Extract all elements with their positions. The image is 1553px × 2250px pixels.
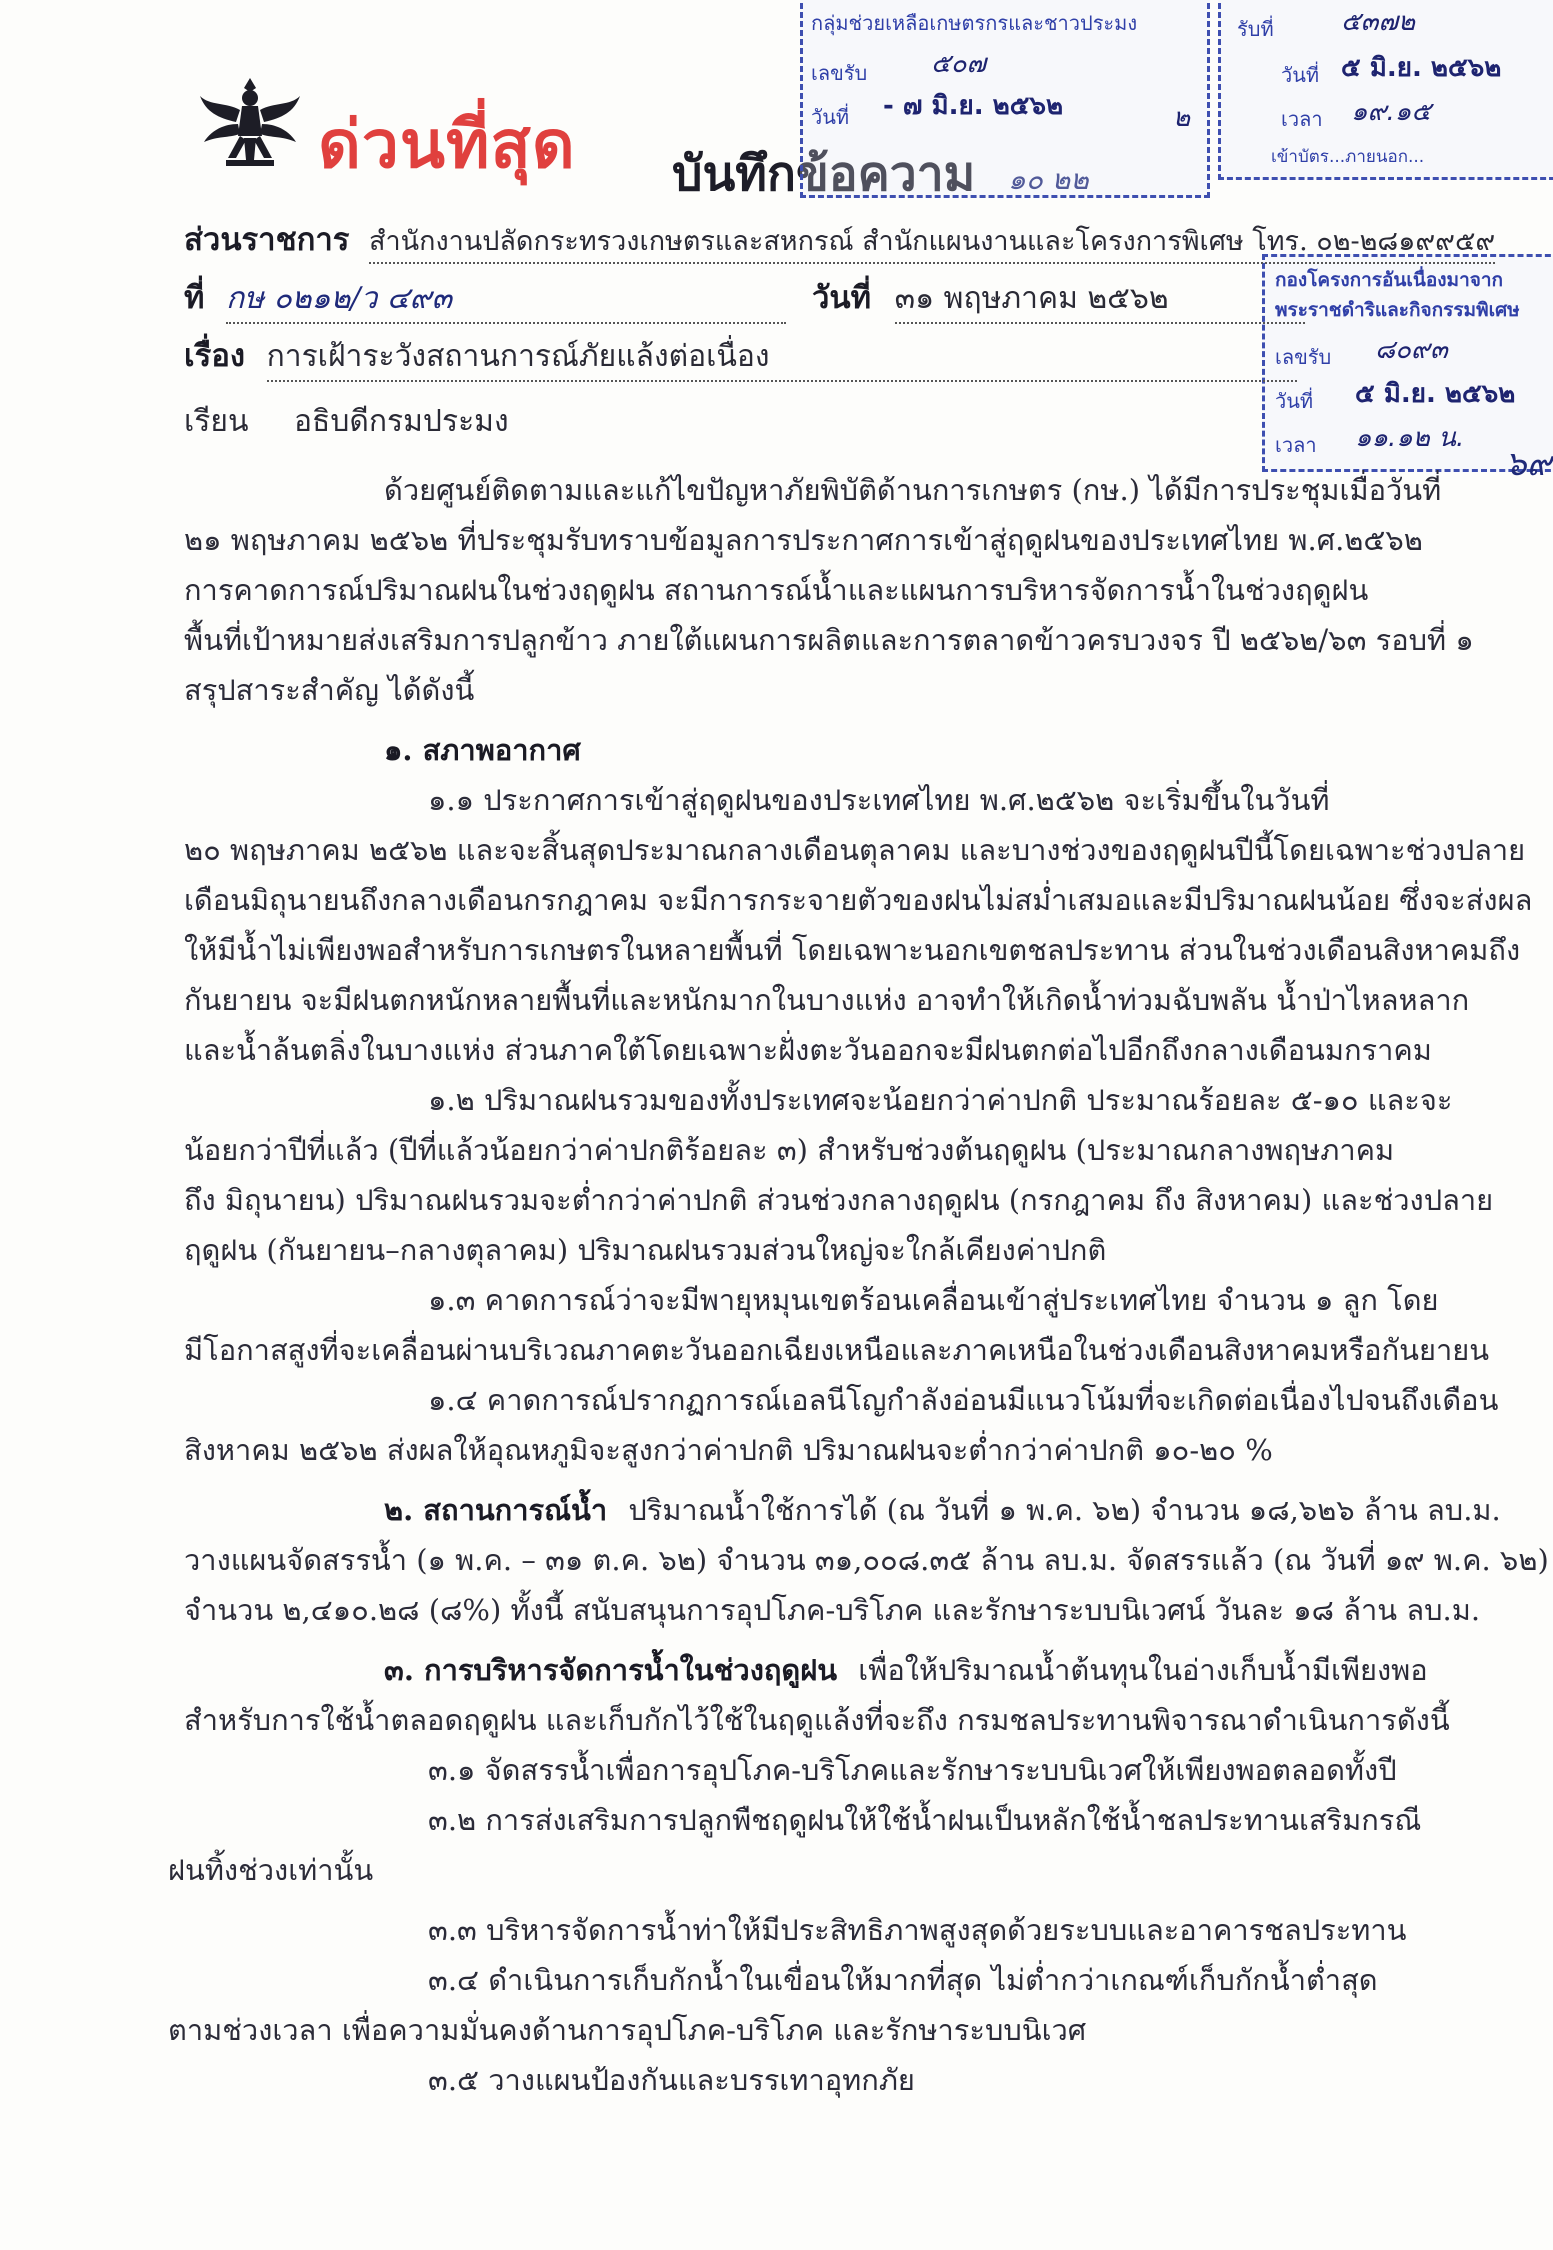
section-3-heading: ๓. การบริหารจัดการน้ำในช่วงฤดูฝน — [384, 1653, 838, 1687]
stamp-no-label: รับที่ — [1237, 17, 1274, 41]
stamp-date-label: วันที่ — [811, 105, 850, 129]
stamp-no-label: เลขรับ — [1275, 345, 1332, 369]
section-3-4-line: ตามช่วงเวลา เพื่อความมั่นคงด้านการอุปโภค-บริโภค และรักษาระบบนิเวศ — [168, 2013, 1087, 2047]
section-3-1-line: ๓.๑ จัดสรรน้ำเพื่อการอุปโภค-บริโภคและรักษาระบบนิเวศให้เพียงพอตลอดทั้งปี — [428, 1753, 1397, 1787]
section-1-3-line: มีโอกาสสูงที่จะเคลื่อนผ่านบริเวณภาคตะวันออกเฉียงเหนือและภาคเหนือในช่วงเดือนสิงหาคมหรือกันยายน — [184, 1333, 1490, 1367]
stamp-no-value: ๘๐๙๓ — [1375, 335, 1448, 365]
section-3-5-line: ๓.๕ วางแผนป้องกันและบรรเทาอุทกภัย — [428, 2063, 915, 2097]
memo-handwritten-number: ๑๐ ๒๒ — [1008, 163, 1089, 196]
section-1-2-line: น้อยกว่าปีที่แล้ว (ปีที่แล้วน้อยกว่าค่าปกติร้อยละ ๓) สำหรับช่วงต้นฤดูฝน (ประมาณกลางพฤษภาคม — [184, 1133, 1395, 1167]
section-2-text: ปริมาณน้ำใช้การได้ (ณ วันที่ ๑ พ.ค. ๖๒) จำนวน ๑๘,๖๒๖ ล้าน ลบ.ม. — [628, 1493, 1501, 1527]
section-1-4-line: ๑.๔ คาดการณ์ปรากฏการณ์เอลนีโญกำลังอ่อนมีแนวโน้มที่จะเกิดต่อเนื่องไปจนถึงเดือน — [428, 1383, 1499, 1417]
stamp-time-value: ๑๙.๑๕ — [1351, 97, 1431, 127]
reference-label: ที่ — [184, 280, 205, 316]
subject-label: เรื่อง — [184, 338, 246, 374]
margin-handwritten-note: ๖๙ — [1505, 444, 1552, 484]
section-3-4-line: ๓.๔ ดำเนินการเก็บกักน้ำในเขื่อนให้มากที่สุด ไม่ต่ำกว่าเกณฑ์เก็บกักน้ำต่ำสุด — [428, 1963, 1378, 1997]
date-value: ๓๑ พฤษภาคม ๒๕๖๒ — [895, 275, 1305, 324]
section-1-4-line: สิงหาคม ๒๕๖๒ ส่งผลให้อุณหภูมิจะสูงกว่าค่าปกติ ปริมาณฝนจะต่ำกว่าค่าปกติ ๑๐-๒๐ % — [184, 1433, 1273, 1467]
intro-line: การคาดการณ์ปริมาณฝนในช่วงฤดูฝน สถานการณ์น้ำและแผนการบริหารจัดการน้ำในช่วงฤดูฝน — [184, 573, 1369, 607]
addressee-label: เรียน — [184, 404, 249, 439]
section-1-1-line: กันยายน จะมีฝนตกหนักหลายพื้นที่และหนักมากในบางแห่ง อาจทำให้เกิดน้ำท่วมฉับพลัน น้ำป่าไหลหลาก — [184, 983, 1470, 1017]
intro-line: ด้วยศูนย์ติดตามและแก้ไขปัญหาภัยพิบัติด้านการเกษตร (กษ.) ได้มีการประชุมเมื่อวันที่ — [384, 473, 1442, 507]
stamp-time-label: เวลา — [1281, 107, 1323, 131]
receive-stamp-department — [1218, 0, 1553, 180]
receive-stamp-fisheries-group — [800, 0, 1210, 198]
section-1-3-line: ๑.๓ คาดการณ์ว่าจะมีพายุหมุนเขตร้อนเคลื่อนเข้าสู่ประเทศไทย จำนวน ๑ ลูก โดย — [428, 1283, 1439, 1317]
section-1-2-line: ๑.๒ ปริมาณฝนรวมของทั้งประเทศจะน้อยกว่าค่าปกติ ประมาณร้อยละ ๕-๑๐ และจะ — [428, 1083, 1453, 1117]
stamp-time-value: ๑๑.๑๒ น. — [1355, 423, 1465, 453]
memo-title: บันทึกข้อความ — [672, 146, 976, 202]
reference-row — [184, 272, 786, 324]
intro-line: ๒๑ พฤษภาคม ๒๕๖๒ ที่ประชุมรับทราบข้อมูลการประกาศการเข้าสู่ฤดูฝนของประเทศไทย พ.ศ.๒๕๖๒ — [184, 523, 1423, 557]
intro-line: สรุปสาระสำคัญ ได้ดังนี้ — [184, 673, 475, 707]
section-1-1-line: และน้ำล้นตลิ่งในบางแห่ง ส่วนภาคใต้โดยเฉพาะฝั่งตะวันออกจะมีฝนตกต่อไปอีกถึงกลางเดือนมกราคม — [184, 1033, 1432, 1067]
stamp-time-label: เวลา — [1275, 433, 1317, 457]
stamp-date-label: วันที่ — [1281, 63, 1320, 87]
date-label: วันที่ — [812, 280, 872, 316]
stamp-org: กลุ่มช่วยเหลือเกษตรกรและชาวประมง — [811, 11, 1138, 35]
section-2-heading: ๒. สถานการณ์น้ำ — [384, 1493, 608, 1527]
section-3-text: เพื่อให้ปริมาณน้ำต้นทุนในอ่างเก็บน้ำมีเพียงพอ — [858, 1653, 1428, 1687]
section-3-3-line: ๓.๓ บริหารจัดการน้ำท่าให้มีประสิทธิภาพสูงสุดด้วยระบบและอาคารชลประทาน — [428, 1913, 1407, 1947]
section-1-2-line: ฤดูฝน (กันยายน–กลางตุลาคม) ปริมาณฝนรวมส่วนใหญ่จะใกล้เคียงค่าปกติ — [184, 1233, 1107, 1267]
stamp-date-label: วันที่ — [1275, 389, 1314, 413]
section-1-1-line: ให้มีน้ำไม่เพียงพอสำหรับการเกษตรในหลายพื้นที่ โดยเฉพาะนอกเขตชลประทาน ส่วนในช่วงเดือนสิงหาคมถึง — [184, 933, 1521, 967]
section-1-heading: ๑. สภาพอากาศ — [384, 733, 581, 767]
stamp-footer: เข้าบัตร...ภายนอก... — [1271, 147, 1425, 167]
addressee-value: อธิบดีกรมประมง — [294, 404, 509, 439]
agency-row — [184, 214, 1495, 264]
section-1-1-line: ๑.๑ ประกาศการเข้าสู่ฤดูฝนของประเทศไทย พ.ศ.๒๕๖๒ จะเริ่มขึ้นในวันที่ — [428, 783, 1330, 817]
section-3-line — [384, 1645, 1428, 1695]
section-2-line — [384, 1485, 1501, 1535]
agency-value: สำนักงานปลัดกระทรวงเกษตรและสหกรณ์ สำนักแผนงานและโครงการพิเศษ โทร. ๐๒-๒๘๑๙๙๕๙ — [369, 219, 1495, 264]
stamp-org-line2: พระราชดำริและกิจกรรมพิเศษ — [1275, 299, 1520, 321]
addressee-row — [184, 398, 509, 445]
subject-value: การเฝ้าระวังสถานการณ์ภัยแล้งต่อเนื่อง — [267, 333, 1297, 382]
stamp-no-value: ๕๓๗๒ — [1341, 7, 1416, 37]
urgent-label: ด่วนที่สุด — [318, 106, 576, 183]
section-2-line: วางแผนจัดสรรน้ำ (๑ พ.ค. – ๓๑ ต.ค. ๖๒) จำนวน ๓๑,๐๐๘.๓๕ ล้าน ลบ.ม. จัดสรรแล้ว (ณ วันที่ ๑๙ พ.ค. ๖๒) — [184, 1543, 1549, 1577]
section-1-1-line: เดือนมิถุนายนถึงกลางเดือนกรกฎาคม จะมีการกระจายตัวของฝนไม่สม่ำเสมอและมีปริมาณฝนน้อย ซึ่งจะส่งผล — [184, 883, 1533, 917]
reference-value: กษ ๐๒๑๒/ว ๔๙๓ — [226, 275, 786, 324]
stamp-org-line1: กองโครงการอันเนื่องมาจาก — [1275, 269, 1504, 291]
section-3-2-line: ฝนทิ้งช่วงเท่านั้น — [168, 1853, 374, 1887]
garuda-emblem-icon — [196, 72, 304, 172]
section-3-line: สำหรับการใช้น้ำตลอดฤดูฝน และเก็บกักไว้ใช้ในฤดูแล้งที่จะถึง กรมชลประทานพิจารณาดำเนินการดังนี้ — [184, 1703, 1450, 1737]
stamp-no-label: เลขรับ — [811, 61, 868, 85]
stamp-extra-mark: ๒ — [1173, 103, 1191, 133]
section-2-line: จำนวน ๒,๔๑๐.๒๘ (๘%) ทั้งนี้ สนับสนุนการอุปโภค-บริโภค และรักษาระบบนิเวศน์ วันละ ๑๘ ล้าน ลบ.ม. — [184, 1593, 1481, 1627]
date-row — [812, 272, 1305, 324]
section-1-1-line: ๒๐ พฤษภาคม ๒๕๖๒ และจะสิ้นสุดประมาณกลางเดือนตุลาคม และบางช่วงของฤดูฝนปีนี้โดยเฉพาะช่วงปลาย — [184, 833, 1526, 867]
intro-line: พื้นที่เป้าหมายส่งเสริมการปลูกข้าว ภายใต้แผนการผลิตและการตลาดข้าวครบวงจร ปี ๒๕๖๒/๖๓ รอบที่ ๑ — [184, 623, 1474, 657]
stamp-date-value: - ๗ มิ.ย. ๒๕๖๒ — [883, 91, 1064, 121]
subject-row — [184, 330, 1297, 382]
agency-label: ส่วนราชการ — [184, 222, 350, 258]
section-1-2-line: ถึง มิถุนายน) ปริมาณฝนรวมจะต่ำกว่าค่าปกติ ส่วนช่วงกลางฤดูฝน (กรกฎาคม ถึง สิงหาคม) และช่วงปลาย — [184, 1183, 1494, 1217]
stamp-no-value: ๕๐๗ — [931, 49, 987, 79]
stamp-date-value: ๕ มิ.ย. ๒๕๖๒ — [1355, 379, 1516, 409]
stamp-date-value: ๕ มิ.ย. ๒๕๖๒ — [1341, 53, 1502, 83]
section-3-2-line: ๓.๒ การส่งเสริมการปลูกพืชฤดูฝนให้ใช้น้ำฝนเป็นหลักใช้น้ำชลประทานเสริมกรณี — [428, 1803, 1422, 1837]
